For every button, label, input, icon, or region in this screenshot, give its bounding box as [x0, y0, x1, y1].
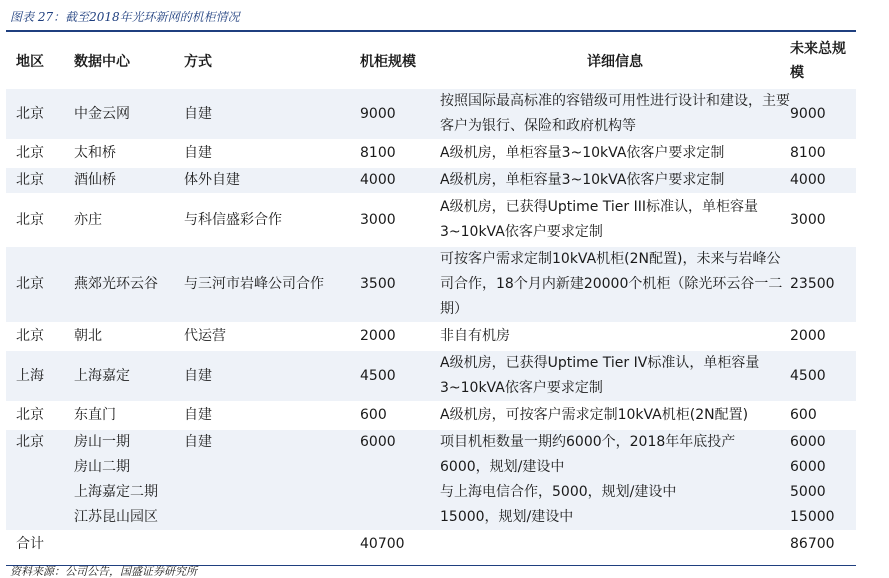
cell-detail: A级机房，已获得Uptime Tier III标准认，单柜容量3~10kVA依客户要求定制 [440, 195, 790, 245]
datacenter-item: 房山一期 [74, 434, 130, 450]
cell-region: 北京 [6, 89, 66, 139]
cell-future: 2000 [790, 324, 856, 349]
cell-region: 北京 [6, 403, 66, 428]
cell-future: 4000 [790, 168, 856, 193]
cell-cabinets: 8100 [356, 141, 440, 166]
table-row [6, 403, 856, 428]
datacenter-item: 上海嘉定二期 [74, 484, 158, 500]
cell-method: 体外自建 [178, 168, 356, 193]
table-row-group [6, 430, 856, 530]
cell-datacenter: 燕郊光环云谷 [66, 247, 178, 322]
cell-method: 自建 [178, 403, 356, 428]
table-row [6, 324, 856, 349]
cell-datacenter: 太和桥 [66, 141, 178, 166]
table-row [6, 247, 856, 322]
header-detail: 详细信息 [587, 54, 643, 70]
cell-method: 自建 [178, 89, 356, 139]
header-future-scale: 未来总规模 [790, 41, 846, 81]
cell-region: 北京 [6, 324, 66, 349]
cell-total-future: 86700 [790, 532, 856, 557]
cell-cabinets: 4000 [356, 168, 440, 193]
table-row [6, 89, 856, 139]
cell-datacenter: 酒仙桥 [66, 168, 178, 193]
cell-method: 自建 [178, 351, 356, 401]
cabinet-table [6, 33, 856, 559]
cell-method: 与三河市岩峰公司合作 [178, 247, 356, 322]
header-cabinets: 机柜规模 [360, 54, 416, 70]
cell-method: 自建 [178, 430, 356, 530]
cell-cabinets: 9000 [356, 89, 440, 139]
cell-method: 自建 [178, 141, 356, 166]
cell-future: 3000 [790, 195, 856, 245]
cell-datacenter: 朝北 [66, 324, 178, 349]
cell-detail: A级机房，可按客户需求定制10kVA机柜(2N配置) [440, 403, 790, 428]
cell-region: 北京 [6, 430, 66, 530]
table-row [6, 351, 856, 401]
cell-empty [440, 532, 790, 557]
future-item: 15000 [790, 509, 835, 525]
cell-detail-list [440, 430, 790, 530]
cell-cabinets: 3500 [356, 247, 440, 322]
future-item: 6000 [790, 459, 826, 475]
cell-total-label: 合计 [6, 532, 66, 557]
cell-future: 600 [790, 403, 856, 428]
cell-region: 北京 [6, 141, 66, 166]
cell-cabinets: 6000 [356, 430, 440, 530]
cell-future: 8100 [790, 141, 856, 166]
header-datacenter: 数据中心 [74, 54, 130, 70]
cell-detail: 可按客户需求定制10kVA机柜(2N配置)，未来与岩峰公司合作，18个月内新建20000个机柜（除光环云谷一二期） [440, 247, 790, 322]
cell-datacenter: 亦庄 [66, 195, 178, 245]
cell-detail: A级机房，单柜容量3~10kVA依客户要求定制 [440, 141, 790, 166]
table-row [6, 195, 856, 245]
table-row [6, 168, 856, 193]
cell-datacenter: 东直门 [66, 403, 178, 428]
table-header-row [6, 35, 856, 87]
datacenter-item: 江苏昆山园区 [74, 509, 158, 525]
cell-future-list [790, 430, 856, 530]
future-item: 5000 [790, 484, 826, 500]
datacenter-item: 房山二期 [74, 459, 130, 475]
top-rule [6, 30, 856, 32]
cell-future: 4500 [790, 351, 856, 401]
detail-item: 15000，规划/建设中 [440, 509, 574, 525]
cell-datacenter-list [66, 430, 178, 530]
header-region: 地区 [16, 54, 44, 70]
future-item: 6000 [790, 434, 826, 450]
cell-detail: A级机房，单柜容量3~10kVA依客户要求定制 [440, 168, 790, 193]
cell-total-cabinets: 40700 [356, 532, 440, 557]
cell-method: 代运营 [178, 324, 356, 349]
header-method: 方式 [184, 54, 212, 70]
table-row [6, 141, 856, 166]
cell-cabinets: 3000 [356, 195, 440, 245]
cell-future: 23500 [790, 247, 856, 322]
cell-region: 北京 [6, 195, 66, 245]
detail-item: 与上海电信合作，5000，规划/建设中 [440, 484, 677, 500]
cell-region: 北京 [6, 168, 66, 193]
cell-cabinets: 4500 [356, 351, 440, 401]
detail-item: 6000，规划/建设中 [440, 459, 565, 475]
table-row-total [6, 532, 856, 557]
cell-datacenter: 上海嘉定 [66, 351, 178, 401]
detail-item: 项目机柜数量一期约6000个，2018年年底投产 [440, 434, 736, 450]
cell-detail: A级机房，已获得Uptime Tier IV标准认，单柜容量3~10kVA依客户要求定制 [440, 351, 790, 401]
source-note: 资料来源：公司公告，国盛证券研究所 [10, 565, 197, 578]
cell-cabinets: 600 [356, 403, 440, 428]
cell-future: 9000 [790, 89, 856, 139]
cell-cabinets: 2000 [356, 324, 440, 349]
cell-region: 北京 [6, 247, 66, 322]
cell-detail: 按照国际最高标准的容错级可用性进行设计和建设，主要客户为银行、保险和政府机构等 [440, 89, 790, 139]
figure-caption: 图表 27：截至2018年光环新网的机柜情况 [10, 10, 240, 24]
cell-detail: 非自有机房 [440, 324, 790, 349]
cell-region: 上海 [6, 351, 66, 401]
cell-datacenter: 中金云网 [66, 89, 178, 139]
cell-empty [66, 532, 178, 557]
cell-empty [178, 532, 356, 557]
cell-method: 与科信盛彩合作 [178, 195, 356, 245]
